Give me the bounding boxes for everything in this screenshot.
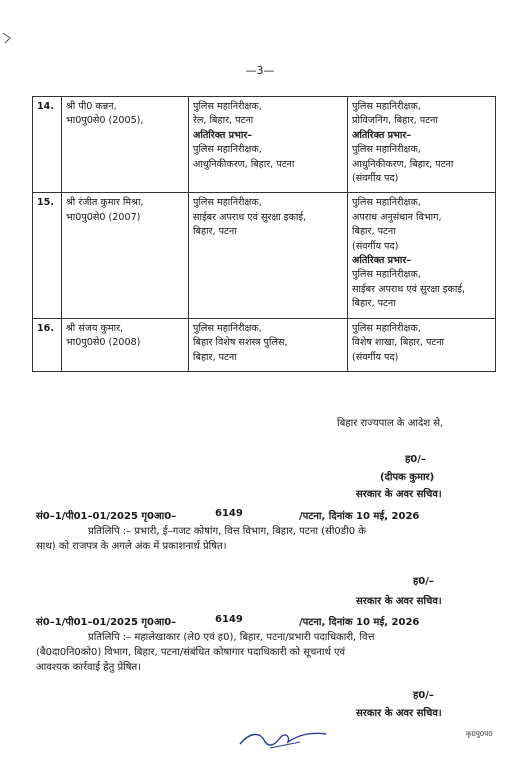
memo-2-body bbox=[36, 630, 496, 675]
memo-2-date: /पटना, दिनांक 10 मई, 2026 bbox=[299, 617, 420, 628]
memo-2-line: (बै0दा0नि0को0) विभाग, बिहार, पटना/संबंधित कोषागार पदाधिकारी को सूचनार्थ एवं bbox=[36, 647, 346, 658]
signatory-designation-2: सरकार के अवर सचिव। bbox=[356, 596, 442, 607]
signature-sd-2: ह0/– bbox=[413, 576, 434, 587]
officer-line: भा0पु0से0 (2008) bbox=[66, 337, 141, 349]
table-row bbox=[33, 318, 496, 371]
officer-cell bbox=[62, 193, 189, 318]
post-line: पुलिस महानिरीक्षक, bbox=[352, 144, 421, 156]
signature-sd-1: ह0/– bbox=[405, 454, 426, 465]
corner-note: कृ0पु0प0 bbox=[466, 730, 493, 738]
memo-1-line: प्रतिलिपि :– प्रभारी, ई–गजट कोषांग, वित्त विभाग, बिहार, पटना (सी0डी0 के bbox=[88, 526, 366, 537]
table-row bbox=[33, 193, 496, 318]
memo-1-number: 6149 bbox=[215, 508, 243, 519]
memo-2-ref: सं0–1/पी01–01/2025 गृ0आ0– bbox=[36, 617, 177, 628]
post-line: बिहार, पटना bbox=[193, 351, 237, 363]
serial-number: 15. bbox=[33, 193, 62, 318]
post-line: बिहार विशेष सशस्त्र पुलिस, bbox=[193, 337, 288, 349]
memo-1-body bbox=[36, 524, 496, 554]
post-line: रेल, बिहार, पटना bbox=[193, 115, 254, 127]
officer-line: श्री संजय कुमार, bbox=[66, 322, 124, 334]
officer-line: भा0पु0से0 (2007) bbox=[66, 211, 141, 223]
post-line: पुलिस महानिरीक्षक, bbox=[193, 101, 262, 112]
officer-line: भा0पु0से0 (2005), bbox=[66, 115, 144, 127]
memo-2-line: प्रतिलिपि :– महालेखाकार (ले0 एवं ह0), बिहार, पटना/प्रभारी पदाधिकारी, वित्त bbox=[88, 632, 375, 643]
initials-signature bbox=[230, 724, 370, 754]
new-post-cell bbox=[348, 97, 496, 193]
post-line: (संवर्गीय पद) bbox=[352, 351, 399, 363]
post-line: बिहार, पटना bbox=[193, 226, 237, 238]
post-line: पुलिस महानिरीक्षक, bbox=[193, 322, 262, 334]
post-line: बिहार, पटना bbox=[352, 298, 396, 310]
order-line: बिहार राज्यपाल के आदेश से, bbox=[337, 418, 444, 429]
post-line: साईबर अपराध एवं सुरक्षा इकाई, bbox=[352, 283, 466, 295]
post-line: पुलिस महानिरीक्षक, bbox=[352, 322, 421, 334]
officer-cell bbox=[62, 97, 189, 193]
page-number: —3— bbox=[245, 64, 275, 77]
current-post-cell bbox=[189, 318, 348, 371]
officer-cell bbox=[62, 318, 189, 371]
post-line: पुलिस महानिरीक्षक, bbox=[193, 197, 262, 209]
current-post-cell bbox=[189, 97, 348, 193]
new-post-cell bbox=[348, 318, 496, 371]
memo-1-line: साथ) को राजपत्र के अगले अंक में प्रकाशनार्थ प्रेषित। bbox=[36, 541, 227, 552]
post-line: (संवर्गीय पद) bbox=[352, 240, 399, 252]
post-line: विशेष शाखा, बिहार, पटना bbox=[352, 337, 445, 349]
post-line: (संवर्गीय पद) bbox=[352, 173, 399, 185]
current-post-cell bbox=[189, 193, 348, 318]
post-line: आधुनिकीकरण, बिहार, पटना bbox=[193, 158, 295, 170]
officer-line: श्री पी0 कन्नन, bbox=[66, 101, 117, 112]
table-row bbox=[33, 97, 496, 193]
post-line: साईबर अपराध एवं सुरक्षा इकाई, bbox=[193, 211, 307, 223]
post-line: पुलिस महानिरीक्षक, bbox=[193, 144, 262, 156]
margin-mark bbox=[2, 30, 12, 44]
additional-charge-heading: अतिरिक्त प्रभार– bbox=[193, 129, 253, 141]
memo-1-ref: सं0–1/पी01–01/2025 गृ0आ0– bbox=[36, 511, 177, 522]
post-line: प्रोविजनिंग, बिहार, पटना bbox=[352, 115, 438, 127]
post-line: पुलिस महानिरीक्षक, bbox=[352, 101, 421, 112]
signatory-name: (दीपक कुमार) bbox=[380, 472, 435, 483]
officer-line: श्री रंजीत कुमार मिश्रा, bbox=[66, 197, 144, 209]
post-line: बिहार, पटना bbox=[352, 226, 396, 238]
additional-charge-heading: अतिरिक्त प्रभार– bbox=[352, 129, 412, 141]
post-line: अपराध अनुसंधान विभाग, bbox=[352, 211, 442, 223]
signatory-designation-3: सरकार के अवर सचिव। bbox=[356, 708, 442, 719]
memo-2-number: 6149 bbox=[215, 614, 243, 625]
posting-table bbox=[32, 96, 496, 372]
memo-1-date: /पटना, दिनांक 10 मई, 2026 bbox=[299, 511, 420, 522]
post-line: पुलिस महानिरीक्षक, bbox=[352, 197, 421, 209]
signature-sd-3: ह0/– bbox=[413, 690, 434, 701]
post-line: आधुनिकीकरण, बिहार, पटना bbox=[352, 158, 454, 170]
memo-2-line: आवश्यक कार्रवाई हेतु प्रेषित। bbox=[36, 662, 142, 673]
signatory-designation-1: सरकार के अवर सचिव। bbox=[356, 489, 442, 500]
new-post-cell bbox=[348, 193, 496, 318]
serial-number: 14. bbox=[33, 97, 62, 193]
serial-number: 16. bbox=[33, 318, 62, 371]
post-line: पुलिस महानिरीक्षक, bbox=[352, 269, 421, 281]
additional-charge-heading: अतिरिक्त प्रभार– bbox=[352, 255, 412, 267]
